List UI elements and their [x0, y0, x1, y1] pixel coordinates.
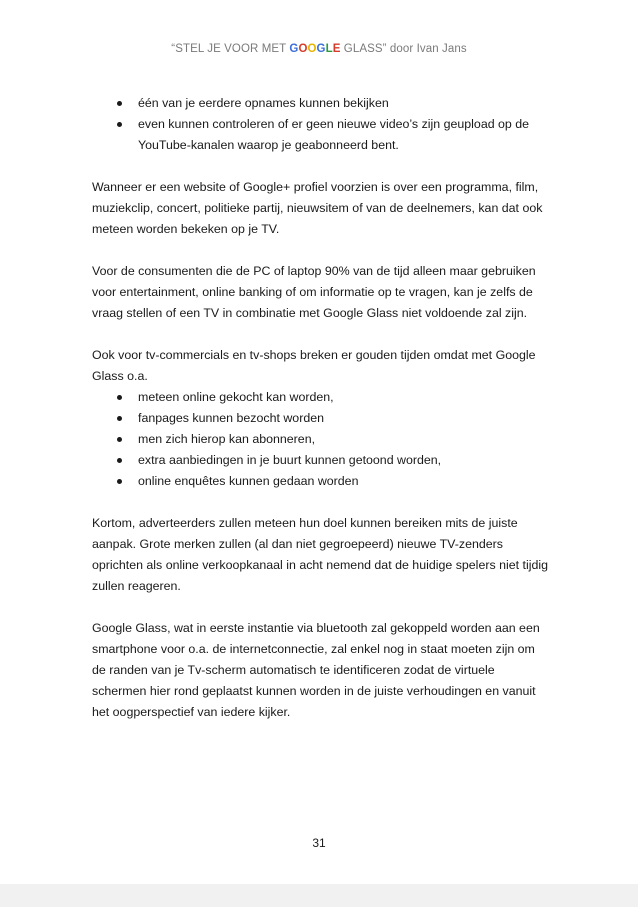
bullet-list-top: [92, 93, 552, 156]
header-prefix: “STEL JE VOOR MET: [171, 43, 290, 55]
header-google-letter-5: L: [325, 43, 333, 55]
list-item: online enquêtes kunnen gedaan worden: [92, 471, 552, 492]
bottom-bar: [0, 884, 638, 907]
paragraph-consumers: Voor de consumenten die de PC of laptop 90% van de tijd alleen maar gebruiken voor entertainment, online banking of om informatie op te vragen, kan je zelfs de vraag stellen of een TV in combinatie met Google Glass niet voldoende zal zijn.: [92, 264, 536, 320]
list-item: meteen online gekocht kan worden,: [92, 387, 552, 408]
page-number: 31: [312, 836, 326, 850]
running-header: [0, 43, 638, 55]
list-item: één van je eerdere opnames kunnen bekijken: [92, 93, 552, 114]
header-google-letter-2: O: [298, 43, 308, 55]
list-item: men zich hierop kan abonneren,: [92, 429, 552, 450]
bullet-list-commercials: [92, 387, 552, 492]
header-google-letter-6: E: [332, 43, 341, 55]
header-google-letter-3: O: [307, 43, 317, 55]
paragraph-google-glass-bluetooth: Google Glass, wat in eerste instantie via bluetooth zal gekoppeld worden aan een smartphone voor o.a. de internetconnectie, zal enkel nog in staat moeten zijn om de randen van je Tv-scherm automatisch te identificeren zodat de virtuele schermen hier rond geplaatst kunnen worden in de juiste verhoudingen en vanuit het oogperspectief van iedere kijker.: [92, 621, 540, 719]
header-google-letter-4: G: [316, 43, 326, 55]
paragraph-commercials: Ook voor tv-commercials en tv-shops breken er gouden tijden omdat met Google Glass o.a.: [92, 348, 536, 383]
list-item: even kunnen controleren of er geen nieuwe video’s zijn geupload op de YouTube-kanalen waarop je geabonneerd bent.: [92, 114, 552, 156]
header-google-letter-1: G: [289, 43, 299, 55]
body-content: [92, 93, 552, 723]
list-item: fanpages kunnen bezocht worden: [92, 408, 552, 429]
header-suffix: GLASS” door Ivan Jans: [340, 43, 467, 55]
list-item: extra aanbiedingen in je buurt kunnen getoond worden,: [92, 450, 552, 471]
paragraph-website-profile: Wanneer er een website of Google+ profiel voorzien is over een programma, film, muziekclip, concert, politieke partij, nieuwsitem of van de deelnemers, kan dat ook meteen worden bekeken op je TV.: [92, 180, 543, 236]
paragraph-advertisers: Kortom, adverteerders zullen meteen hun doel kunnen bereiken mits de juiste aanpak. Grote merken zullen (al dan niet gegroepeerd) nieuwe TV-zenders oprichten als online verkoopkanaal in acht nemend dat de huidige spelers niet tijdig zullen reageren.: [92, 516, 548, 593]
